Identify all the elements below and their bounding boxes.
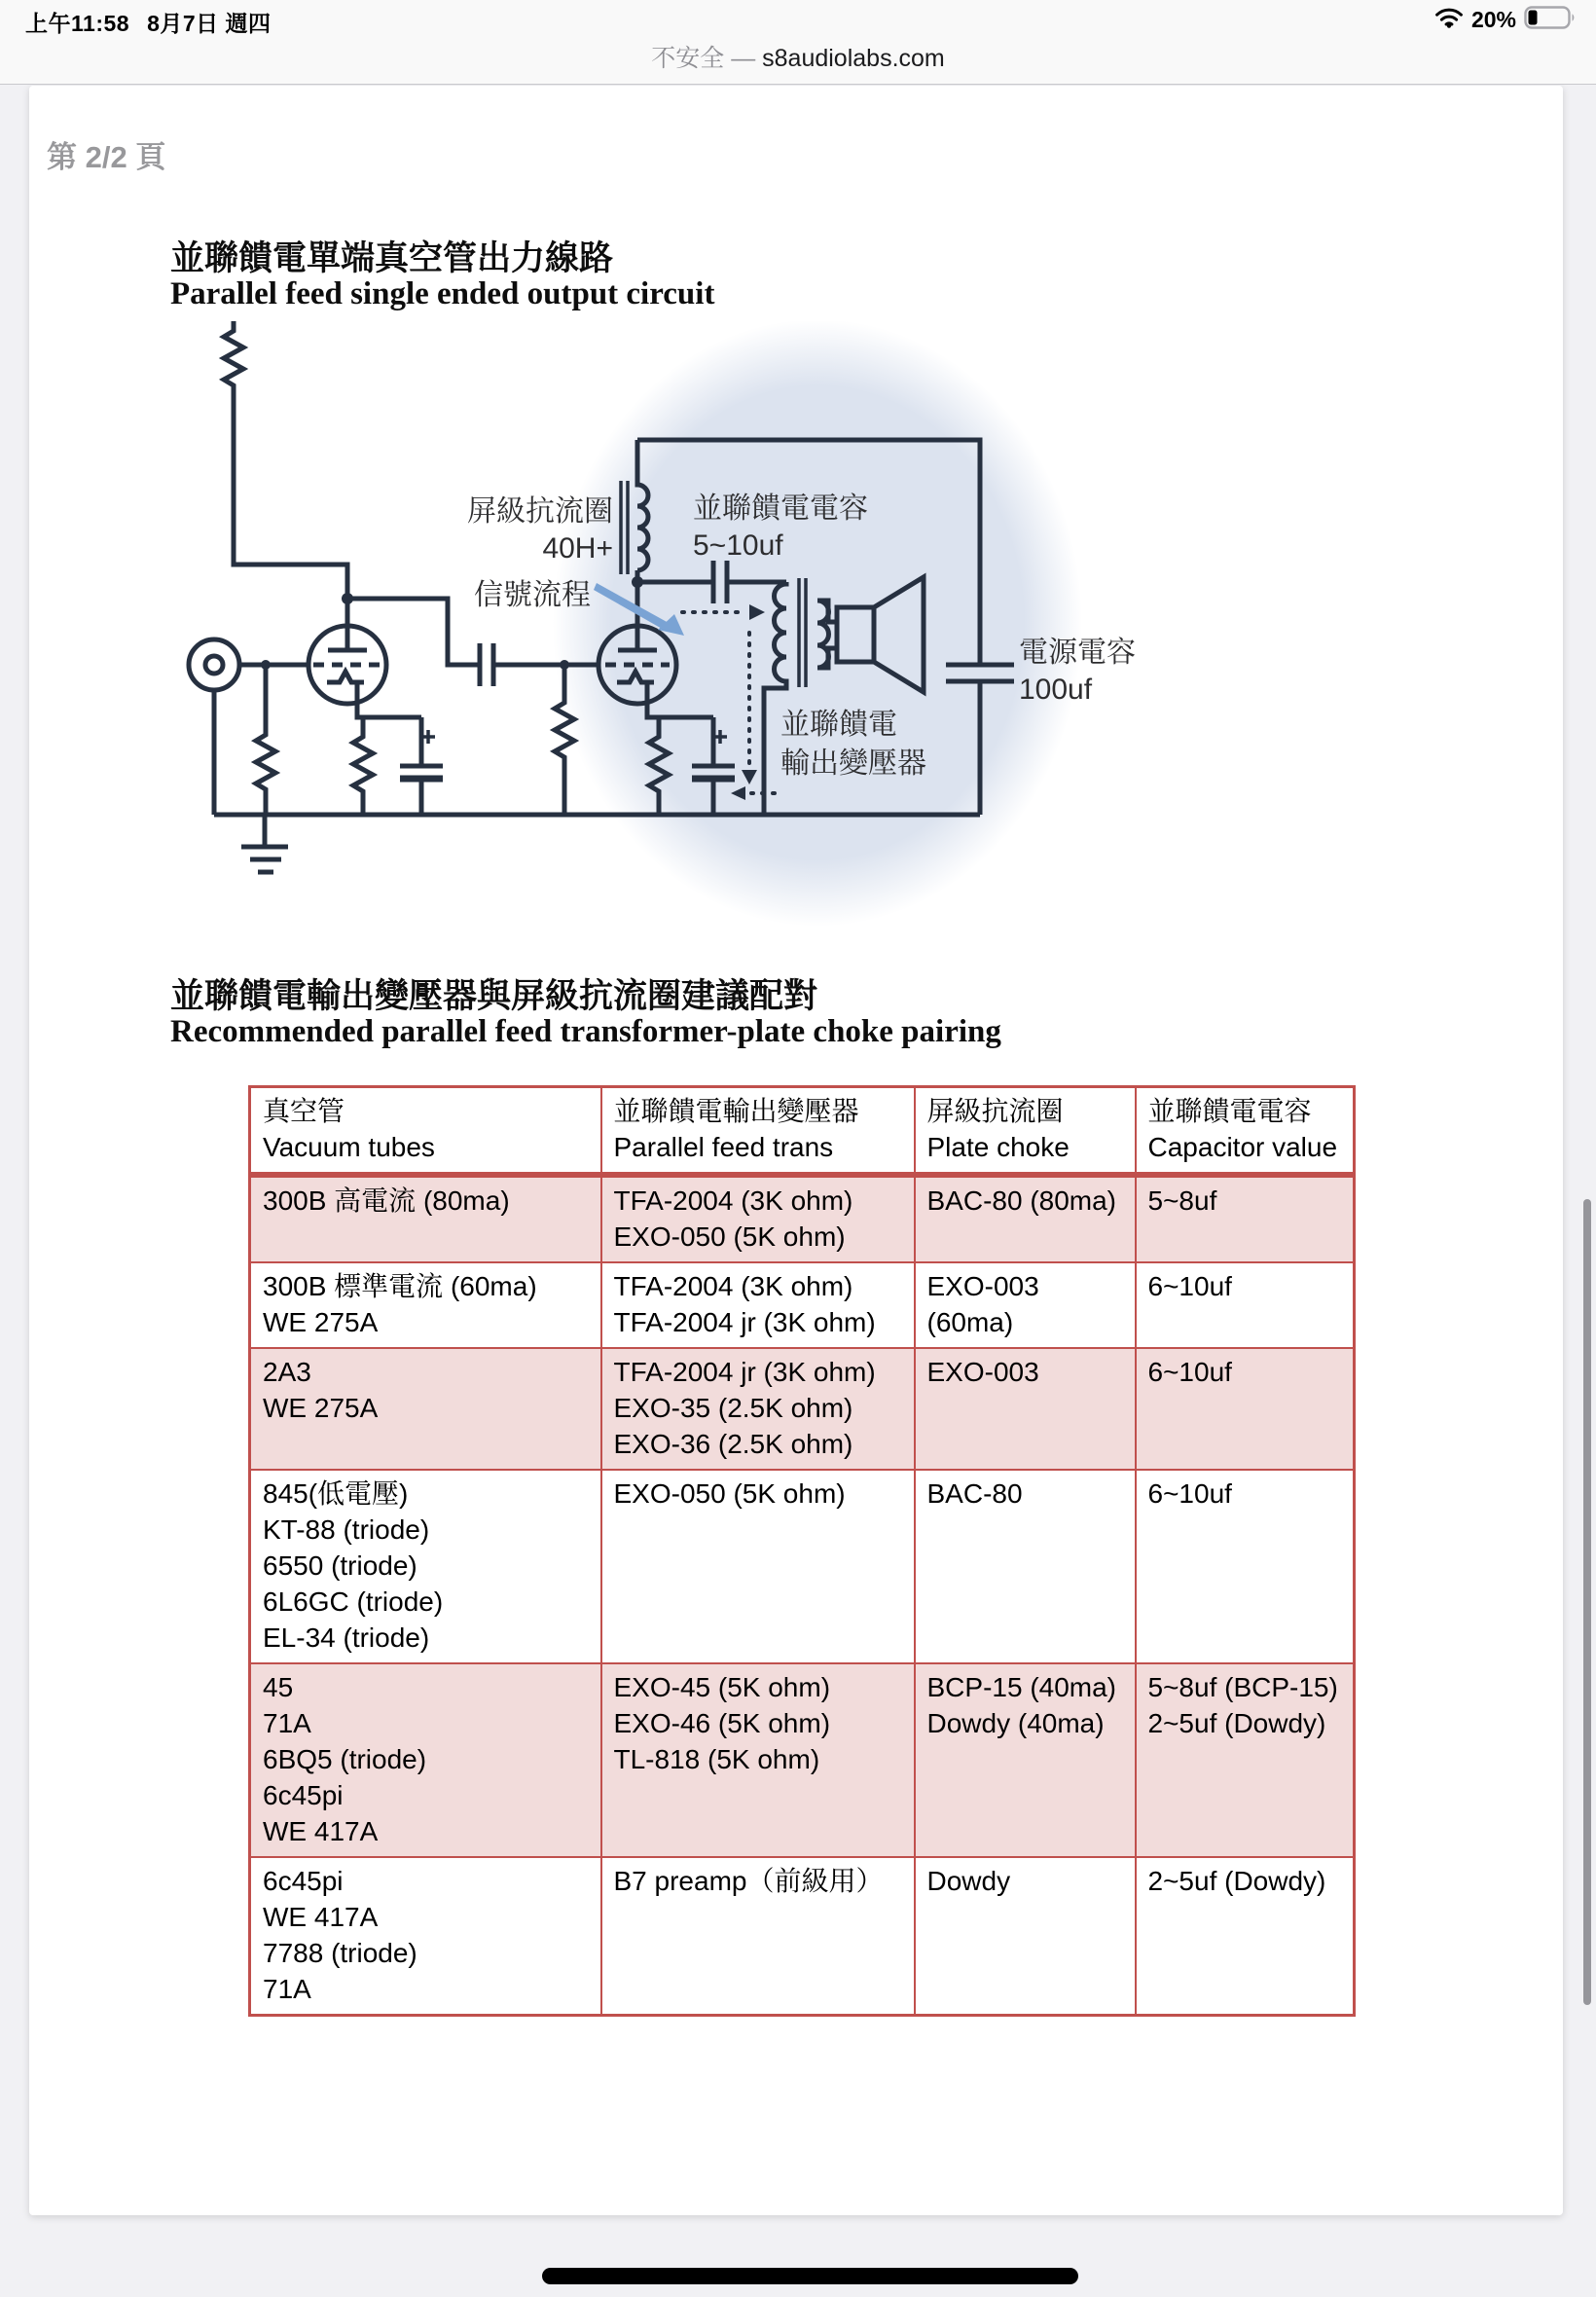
label-plate-choke: 屏級抗流圈 — [467, 495, 613, 528]
status-date: 8月7日 週四 — [147, 11, 272, 36]
column-header-cap: 並聯饋電電容 Capacitor value — [1136, 1087, 1355, 1176]
cell-choke: BAC-80 — [915, 1470, 1136, 1663]
address-domain: s8audiolabs.com — [762, 45, 945, 72]
label-power-cap: 電源電容 — [1019, 637, 1136, 669]
label-choke-value: 40H+ — [542, 532, 613, 565]
cell-cap: 5~8uf (BCP-15) 2~5uf (Dowdy) — [1136, 1663, 1355, 1857]
cell-trans: TFA-2004 (3K ohm) TFA-2004 jr (3K ohm) — [601, 1262, 915, 1348]
cell-cap: 2~5uf (Dowdy) — [1136, 1857, 1355, 2016]
cell-choke: Dowdy — [915, 1857, 1136, 2016]
table-row — [250, 1262, 1355, 1348]
cell-choke: EXO-003 (60ma) — [915, 1262, 1136, 1348]
plate-resistor — [224, 321, 347, 650]
table-row — [250, 1348, 1355, 1470]
cathode-resistor-1 — [353, 717, 373, 815]
pairing-table — [248, 1085, 1356, 2017]
cell-tubes: 6c45pi WE 417A 7788 (triode) 71A — [250, 1857, 601, 2016]
address-separator: — — [731, 45, 756, 72]
section1-title-en: Parallel feed single ended output circuit — [170, 276, 715, 311]
section1-title-zh: 並聯饋電單端真空管出力線路 — [170, 239, 614, 277]
coupling-capacitor — [480, 643, 493, 686]
home-indicator[interactable] — [542, 2268, 1078, 2284]
label-feed-cap-value: 5~10uf — [693, 529, 783, 562]
label-output-trans-1: 並聯饋電 — [780, 709, 897, 741]
status-time-date — [25, 6, 272, 38]
status-indicators — [1434, 5, 1577, 35]
browser-chrome — [0, 0, 1596, 85]
address-bar[interactable] — [0, 39, 1596, 74]
input-jack — [189, 639, 239, 690]
cell-cap: 6~10uf — [1136, 1470, 1355, 1663]
ground-symbol — [241, 815, 288, 872]
cell-cap: 6~10uf — [1136, 1348, 1355, 1470]
table-row — [250, 1663, 1355, 1857]
cell-tubes: 45 71A 6BQ5 (triode) 6c45pi WE 417A — [250, 1663, 601, 1857]
cell-tubes: 300B 高電流 (80ma) — [250, 1175, 601, 1262]
cell-tubes: 300B 標準電流 (60ma) WE 275A — [250, 1262, 601, 1348]
cell-choke: BAC-80 (80ma) — [915, 1175, 1136, 1262]
section2-title-zh: 並聯饋電輸出變壓器與屏級抗流圈建議配對 — [170, 977, 818, 1015]
section2-title-en: Recommended parallel feed transformer-plate choke pairing — [170, 1014, 1001, 1049]
battery-icon — [1524, 5, 1577, 35]
label-feed-cap: 並聯饋電電容 — [693, 492, 868, 525]
cell-choke: BCP-15 (40ma) Dowdy (40ma) — [915, 1663, 1136, 1857]
column-header-choke: 屏級抗流圈 Plate choke — [915, 1087, 1136, 1176]
page-indicator: 第 2/2 頁 — [47, 140, 166, 174]
table-header-row — [250, 1087, 1355, 1176]
cell-trans: TFA-2004 (3K ohm) EXO-050 (5K ohm) — [601, 1175, 915, 1262]
grid-resistor-1 — [256, 665, 275, 815]
cell-trans: B7 preamp（前級用） — [601, 1857, 915, 2016]
battery-percent: 20% — [1470, 7, 1516, 32]
cell-trans: EXO-45 (5K ohm) EXO-46 (5K ohm) TL-818 (5K ohm) — [601, 1663, 915, 1857]
cell-trans: EXO-050 (5K ohm) — [601, 1470, 915, 1663]
security-label: 不安全 — [651, 45, 725, 72]
scrollbar-thumb[interactable] — [1583, 1199, 1591, 2005]
cell-trans: TFA-2004 jr (3K ohm) EXO-35 (2.5K ohm) EXO-36 (2.5K ohm) — [601, 1348, 915, 1470]
tube1-cathode — [327, 672, 364, 682]
cell-tubes: 845(低電壓) KT-88 (triode) 6550 (triode) 6L6GC (triode) EL-34 (triode) — [250, 1470, 601, 1663]
label-power-cap-value: 100uf — [1019, 674, 1093, 706]
label-output-trans-2: 輸出變壓器 — [780, 747, 926, 780]
status-time: 上午11:58 — [25, 11, 130, 36]
cell-tubes: 2A3 WE 275A — [250, 1348, 601, 1470]
table-row — [250, 1470, 1355, 1663]
column-header-trans: 並聯饋電輸出變壓器 Parallel feed trans — [601, 1087, 915, 1176]
circuit-diagram — [146, 321, 1158, 931]
cell-choke: EXO-003 — [915, 1348, 1136, 1470]
cell-cap: 6~10uf — [1136, 1262, 1355, 1348]
column-header-tubes: 真空管 Vacuum tubes — [250, 1087, 601, 1176]
wifi-icon — [1434, 7, 1464, 33]
table-row — [250, 1175, 1355, 1262]
table-row — [250, 1857, 1355, 2016]
cell-cap: 5~8uf — [1136, 1175, 1355, 1262]
label-signal-flow: 信號流程 — [474, 579, 591, 611]
